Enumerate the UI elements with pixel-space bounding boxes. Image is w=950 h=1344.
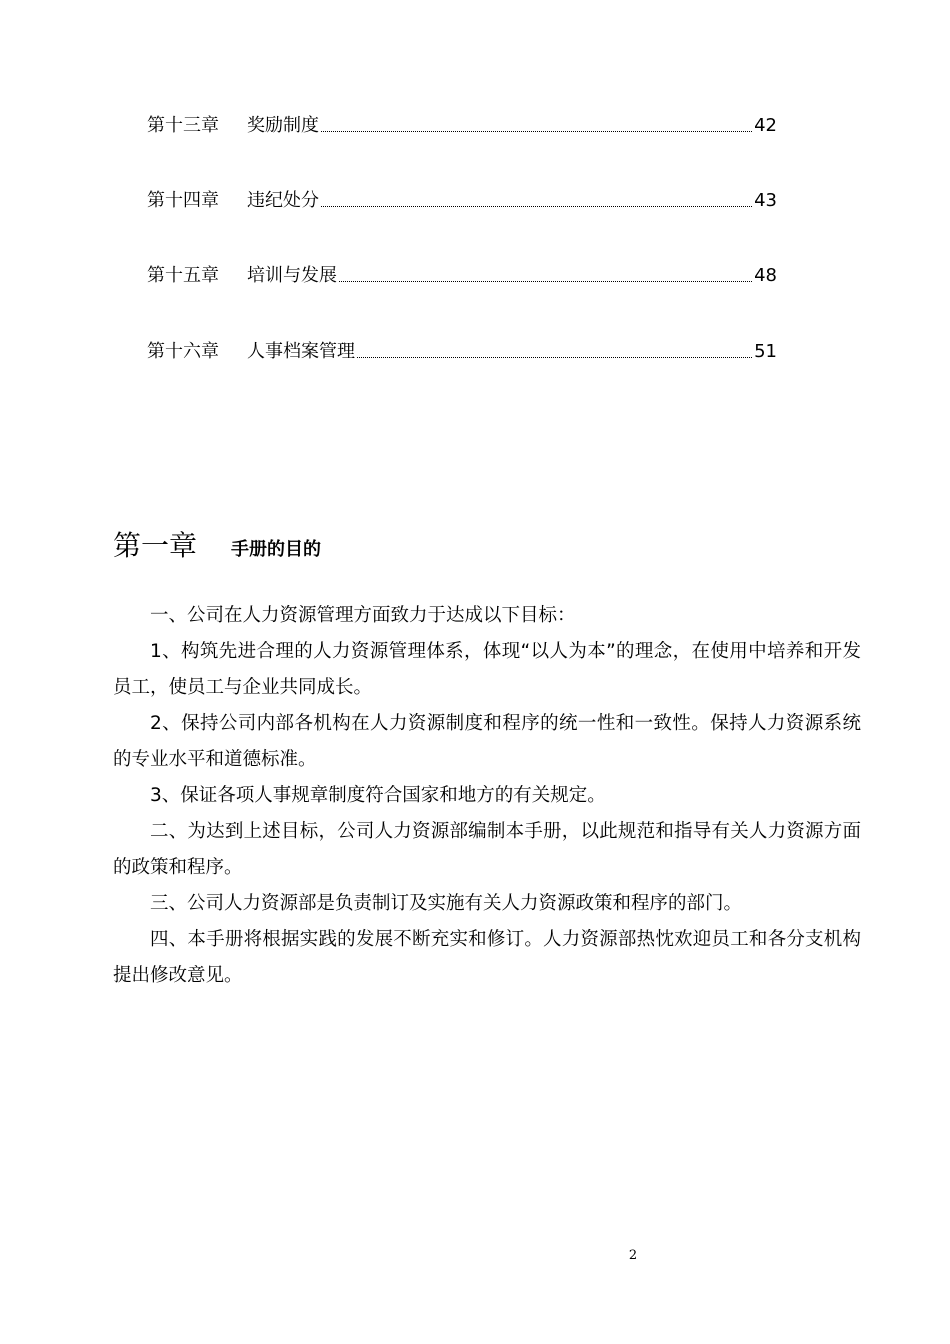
paragraph: 3、保证各项人事规章制度符合国家和地方的有关规定。 (150, 785, 606, 806)
toc-title: 违纪处分 (247, 190, 319, 211)
chapter-title: 手册的目的 (231, 539, 322, 560)
toc-dot-leader (321, 130, 752, 132)
toc-page-number: 43 (754, 190, 777, 211)
toc-page-number: 48 (754, 265, 777, 286)
toc-page-number: 42 (754, 115, 777, 136)
toc-chapter-label: 第十三章 (147, 115, 219, 136)
paragraph: 四、本手册将根据实践的发展不断充实和修订。人力资源部热忱欢迎员工和各分支机构提出修改意见。 (113, 929, 861, 986)
chapter-number: 第一章 (113, 529, 198, 562)
page-number: 2 (628, 1248, 638, 1263)
toc-chapter-label: 第十五章 (147, 265, 219, 286)
toc-chapter-label: 第十四章 (147, 190, 219, 211)
paragraph: 2、保持公司内部各机构在人力资源制度和程序的统一性和一致性。保持人力资源系统的专业水平和道德标准。 (113, 713, 861, 770)
toc-chapter-label: 第十六章 (147, 341, 219, 362)
paragraph: 一、公司在人力资源管理方面致力于达成以下目标： (150, 605, 576, 626)
toc-title: 人事档案管理 (247, 341, 355, 362)
toc-title: 奖励制度 (247, 115, 319, 136)
paragraph: 三、公司人力资源部是负责制订及实施有关人力资源政策和程序的部门。 (150, 893, 743, 914)
toc-dot-leader (357, 356, 752, 358)
toc-title: 培训与发展 (247, 265, 337, 286)
toc-page-number: 51 (754, 341, 777, 362)
toc-entry[interactable] (147, 108, 777, 138)
toc-entry[interactable] (147, 334, 777, 364)
toc-dot-leader (339, 280, 752, 282)
chapter-body (113, 598, 861, 994)
toc-entry[interactable] (147, 183, 777, 213)
toc-dot-leader (321, 205, 752, 207)
toc-entry[interactable] (147, 258, 777, 288)
paragraph: 二、为达到上述目标，公司人力资源部编制本手册，以此规范和指导有关人力资源方面的政策和程序。 (113, 821, 861, 878)
chapter-heading (113, 524, 321, 564)
paragraph: 1、构筑先进合理的人力资源管理体系，体现“以人为本”的理念，在使用中培养和开发员工，使员工与企业共同成长。 (113, 641, 861, 698)
